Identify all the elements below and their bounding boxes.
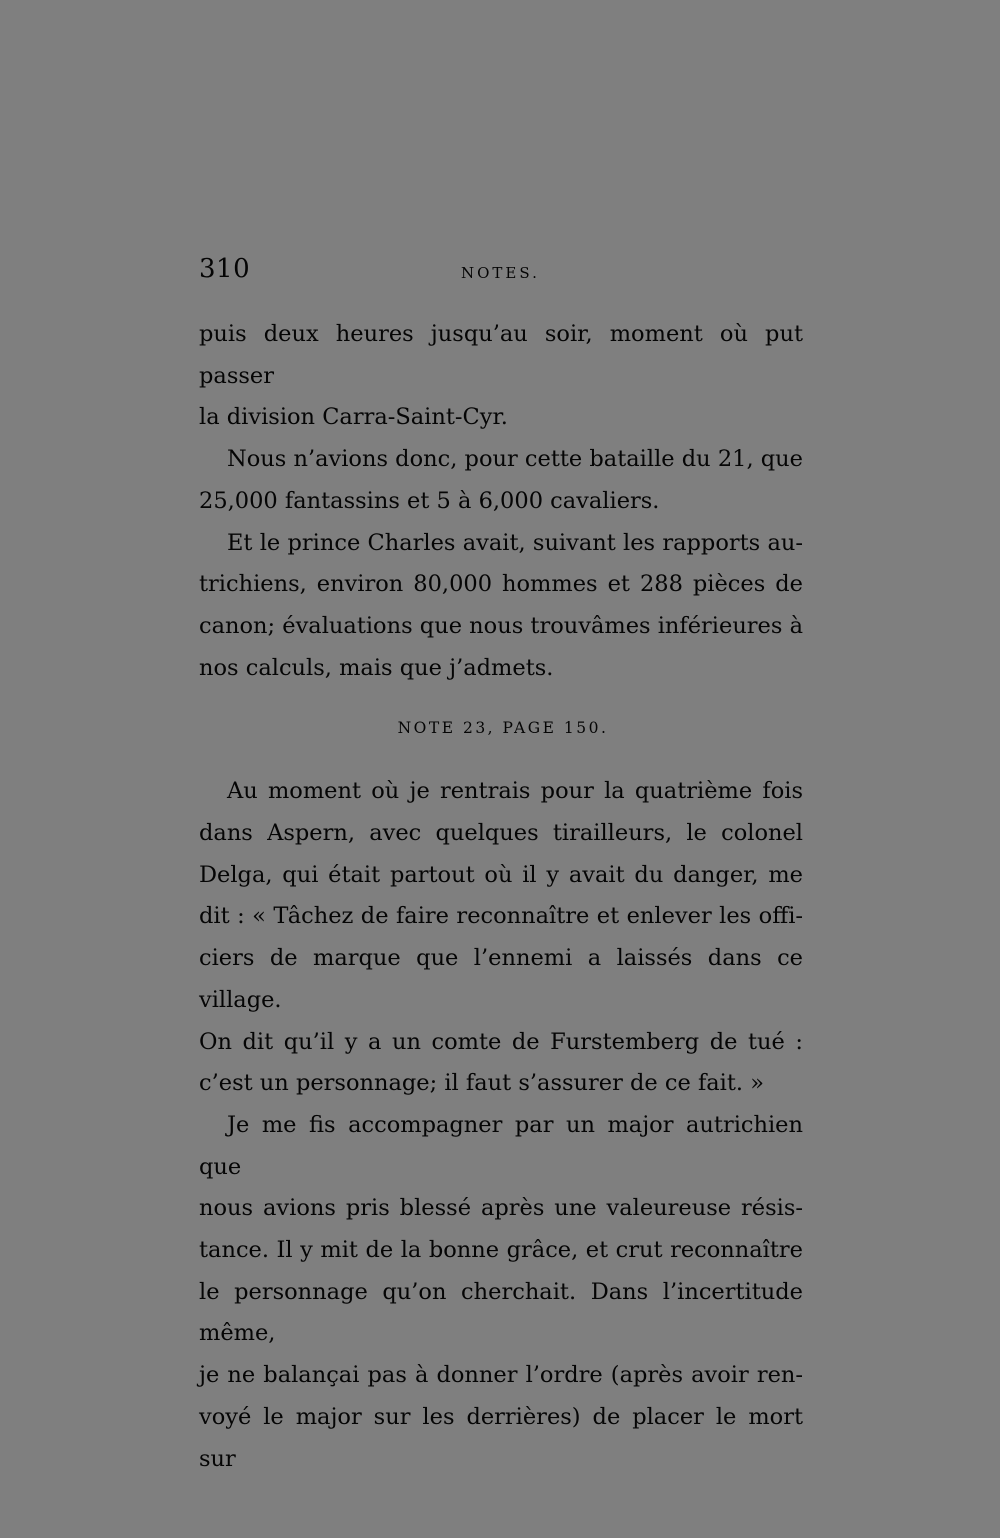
text-line: dit : « Tâchez de faire reconnaître et enlever les offi- <box>199 903 803 930</box>
text-line: dans Aspern, avec quelques tirailleurs, le colonel <box>199 820 803 847</box>
text-line: Je me fis accompagner par un major autrichien que <box>199 1111 803 1180</box>
text-line: nos calculs, mais que j’admets. <box>199 654 554 681</box>
text-line: Au moment où je rentrais pour la quatrième fois <box>227 778 803 805</box>
text-line: la division Carra-Saint-Cyr. <box>199 404 508 431</box>
text-line: Delga, qui était partout où il y avait du danger, me <box>199 861 803 888</box>
running-head <box>199 252 803 292</box>
book-page <box>199 252 803 1480</box>
text-line: ciers de marque que l’ennemi a laissés dans ce village. <box>199 945 803 1013</box>
running-title: NOTES. <box>461 264 540 282</box>
text-line: canon; évaluations que nous trouvâmes inférieures à <box>199 612 803 639</box>
text-line: c’est un personnage; il faut s’assurer de ce fait. » <box>199 1070 764 1097</box>
text-line: le personnage qu’on cherchait. Dans l’incertitude même, <box>199 1278 803 1347</box>
text-line: Et le prince Charles avait, suivant les rapports au- <box>227 529 803 556</box>
text-line: nous avions pris blessé après une valeureuse résis- <box>199 1195 803 1222</box>
text-line: 25,000 fantassins et 5 à 6,000 cavaliers. <box>199 487 660 514</box>
page-number: 310 <box>199 254 251 284</box>
text-block-top <box>199 314 803 689</box>
text-line: voyé le major sur les derrières) de placer le mort sur <box>199 1403 803 1472</box>
text-line: On dit qu’il y a un comte de Furstemberg de tué : <box>199 1028 803 1055</box>
text-line: tance. Il y mit de la bonne grâce, et crut reconnaître <box>199 1237 803 1264</box>
text-line: je ne balançai pas à donner l’ordre (après avoir ren- <box>199 1362 803 1389</box>
text-line: Nous n’avions donc, pour cette bataille du 21, que <box>227 446 803 473</box>
text-block-bottom <box>199 771 803 1480</box>
text-line: puis deux heures jusqu’au soir, moment où put passer <box>199 321 803 389</box>
text-line: trichiens, environ 80,000 hommes et 288 pièces de <box>199 571 803 598</box>
note-heading: NOTE 23, PAGE 150. <box>397 719 609 738</box>
